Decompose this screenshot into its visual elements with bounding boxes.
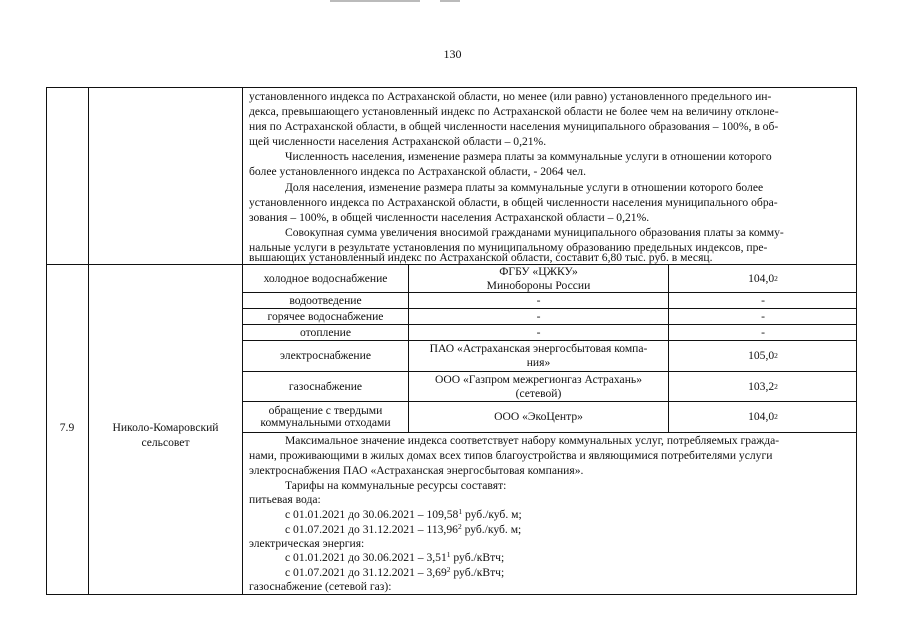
tariff-line: с 01.07.2021 до 31.12.2021 – 113,96$^2$ руб./куб. м; — [285, 522, 522, 536]
service-name-line: коммунальными отходами — [260, 416, 391, 429]
text-line: зования – 100%, в общей численности населения Астраханской области – 0,21%. — [249, 211, 650, 224]
tariff-line: с 01.07.2021 до 31.12.2021 – 3,69$^2$ руб./кВтч; — [285, 565, 505, 579]
service-name: отопление — [299, 325, 352, 339]
text-line: Доля населения, изменение размера платы за коммунальные услуги в отношении которого более — [285, 181, 764, 194]
text-line: декса, превышающего установленный индекс по Астраханской области не более чем на величину отклоне- — [249, 105, 779, 118]
provider: ООО «ЭкоЦентр» — [494, 410, 583, 423]
text-line: газоснабжение (сетевой газ): — [249, 580, 392, 593]
text-line: установленного индекса по Астраханской области, но менее (или равно) установленного предельного ин- — [249, 90, 772, 103]
service-name: электроснабжение — [280, 349, 371, 362]
index-value: - — [761, 309, 765, 323]
text-line: электроснабжения ПАО «Астраханская энергосбытовая компания». — [249, 464, 584, 477]
provider — [409, 341, 668, 371]
provider-line: ООО «Газпром межрегионгаз Астрахань» — [434, 372, 642, 386]
service-name-line: обращение с твердыми — [268, 404, 383, 417]
scan-artifact — [440, 0, 460, 2]
service-name: газоснабжение — [288, 379, 363, 393]
page-number: 130 — [443, 47, 462, 61]
provider — [409, 265, 668, 292]
provider — [409, 372, 668, 401]
index-value: 105,0 2 — [748, 349, 778, 362]
index-value: 103,2 2 — [748, 379, 778, 393]
row-number: 7.9 — [59, 421, 75, 434]
municipality-name-line1: Николо-Комаровский — [112, 421, 219, 434]
tariff-line: с 01.01.2021 до 30.06.2021 – 109,58$^1$ руб./куб. м; — [285, 507, 522, 521]
provider-line: Минобороны России — [486, 278, 591, 292]
provider: - — [536, 293, 541, 307]
service-name: водоотведение — [289, 293, 362, 307]
text-line: нами, проживающими в жилых домах всех типов благоустройства и являющимися потребителями услуги — [249, 449, 773, 462]
index-value: - — [761, 325, 765, 339]
text-line: Максимальное значение индекса соответствует набору коммунальных услуг, потребляемых гражда- — [285, 434, 780, 447]
scan-artifact — [330, 0, 420, 2]
provider-line: (сетевой) — [515, 386, 562, 400]
text-line: щей численности населения Астраханской области – 0,21%. — [249, 135, 547, 148]
service-name — [243, 402, 408, 432]
text-line: более установленного индекса по Астраханской области, - 2064 чел. — [249, 165, 586, 178]
text-line: Численность населения, изменение размера платы за коммунальные услуги в отношении которого — [285, 150, 772, 163]
text-line: Тарифы на коммунальные ресурсы составят: — [285, 479, 507, 492]
service-name: горячее водоснабжение — [267, 309, 384, 323]
service-name: холодное водоснабжение — [263, 271, 388, 285]
text-line: питьевая вода: — [249, 493, 321, 506]
index-value: - — [761, 293, 765, 307]
text-line: вышающих установленный индекс по Астраханской области, составит 6,80 тыс. руб. в месяц. — [249, 251, 713, 264]
provider: - — [536, 325, 541, 339]
index-value: 104,0 2 — [748, 271, 778, 285]
provider-line: ния» — [526, 356, 551, 369]
text-line: электрическая энергия: — [249, 537, 365, 550]
text-line: Совокупная сумма увеличения вносимой гражданами муниципального образования платы за комму- — [285, 226, 784, 239]
provider: - — [536, 309, 541, 323]
municipality-name-line2: сельсовет — [141, 436, 190, 449]
text-line: ния по Астраханской области, в общей численности населения муниципального образования – 100%, в об- — [249, 120, 779, 133]
tariff-line: с 01.01.2021 до 30.06.2021 – 3,51$^1$ руб./кВтч; — [285, 550, 505, 564]
index-value: 104,0 2 — [748, 410, 778, 423]
text-line: нальные услуги в результате установления по муниципальному образованию предельных индексов, пре- — [249, 241, 768, 254]
provider-line: ФГБУ «ЦЖКУ» — [499, 264, 578, 278]
text-line: установленного индекса по Астраханской области, в общей численности населения муниципального обра- — [249, 196, 778, 209]
provider-line: ПАО «Астраханская энергосбытовая компа- — [429, 342, 648, 355]
